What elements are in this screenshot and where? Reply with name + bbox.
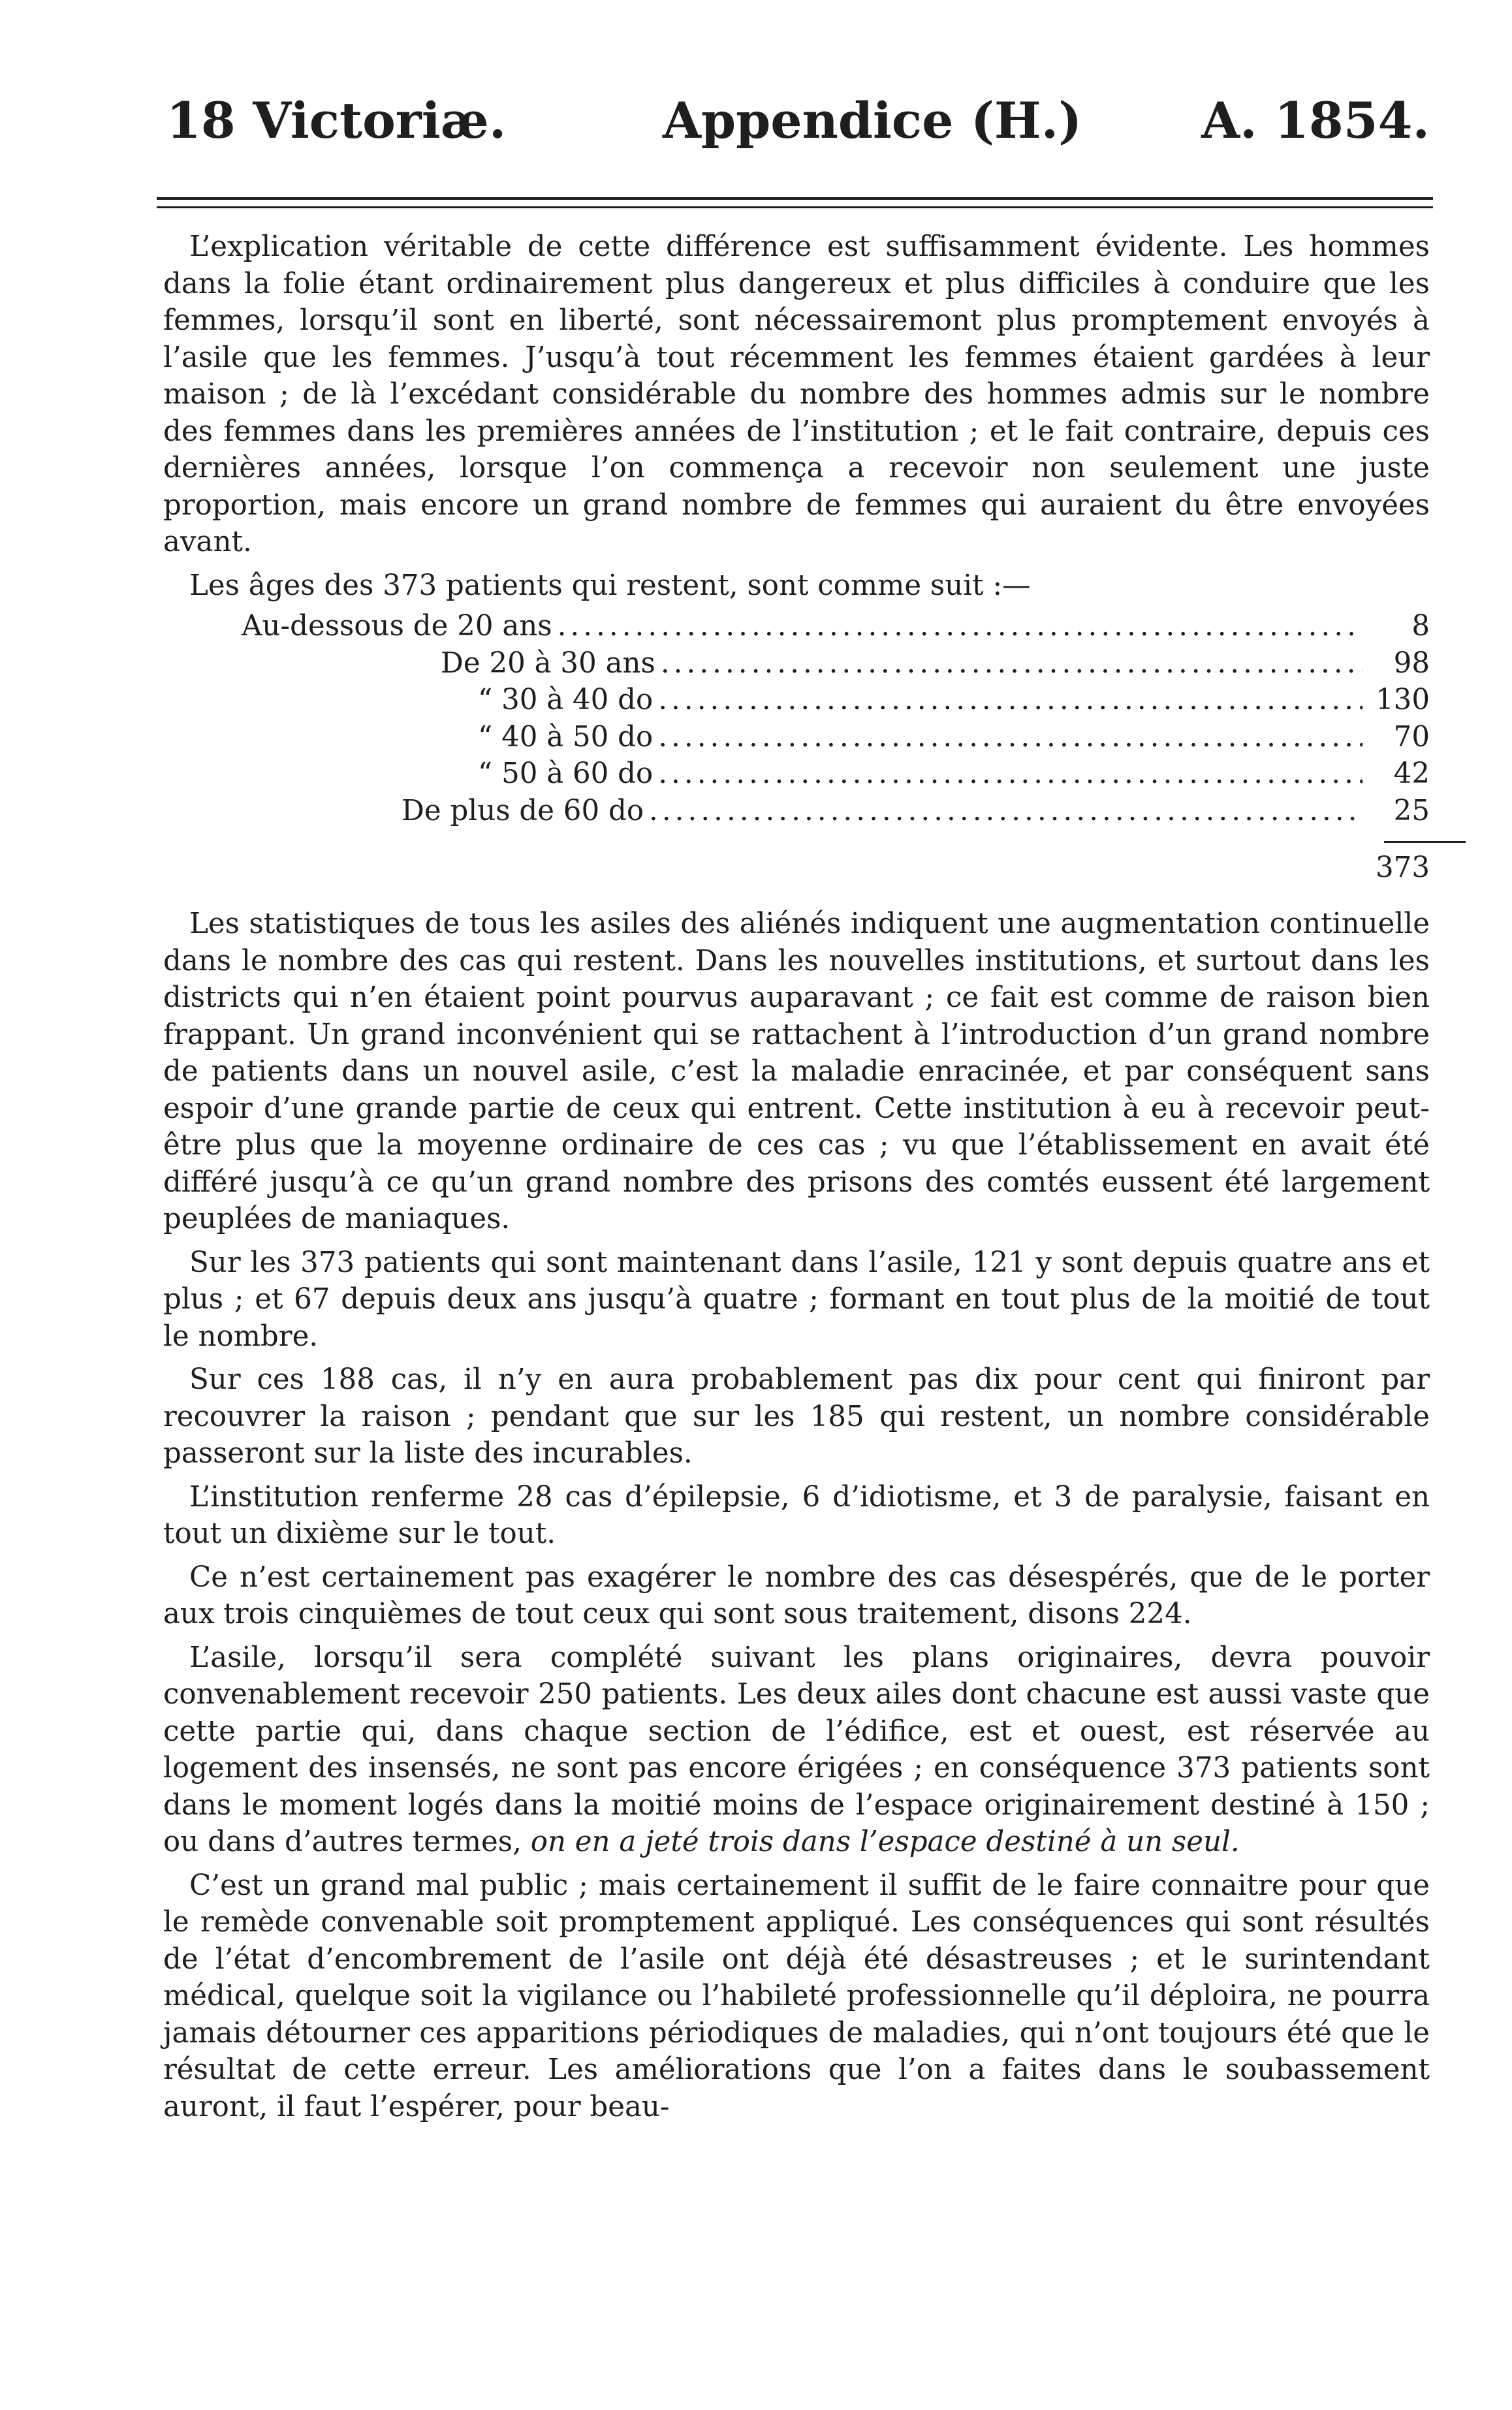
leader-dots xyxy=(658,682,1362,719)
page-header xyxy=(166,91,1430,163)
paragraph-difference: L’explication véritable de cette différence est suffisamment évidente. Les hommes dans la folie étant ordinairement plus dangereux et plus difficiles à conduire que les femmes, lorsqu’il sont en liberté, sont nécessairemont plus promptement envoyés à l’asile que les femmes. J’usqu’à tout récemment les femmes étaient gardées à leur maison ; de là l’excédant considérable du nombre des hommes admis sur le nombre des femmes dans les premières années de l’institution ; et le fait contraire, depuis ces dernières années, lorsque l’on commença a recevoir non seulement une juste proportion, mais encore un grand nombre de femmes qui auraient du être envoyées avant. xyxy=(163,230,1430,558)
paragraph-recovery: Sur ces 188 cas, il n’y en aura probablement pas dix pour cent qui finiront par recouvrer la raison ; pendant que sur les 185 qui restent, un nombre considérable passeront sur la liste des incurables. xyxy=(163,1363,1430,1470)
age-label: De 20 à 30 ans xyxy=(441,646,655,680)
age-label: “ 40 à 50 do xyxy=(478,720,654,753)
age-row xyxy=(163,719,1430,756)
age-label: Au-dessous de 20 ans xyxy=(242,610,552,642)
ages-intro: Les âges des 373 patients qui restent, sont comme suit :— xyxy=(189,569,1031,602)
age-count: 25 xyxy=(1393,794,1430,827)
age-label: “ 30 à 40 do xyxy=(478,684,654,716)
age-count: 98 xyxy=(1393,646,1430,680)
ages-total: 373 xyxy=(1375,851,1430,884)
spacer xyxy=(163,889,1430,906)
age-row xyxy=(163,755,1430,793)
header-rule-top xyxy=(157,197,1433,200)
paragraph-hopeless: Ce n’est certainement pas exagérer le nombre des cas désespérés, que de le porter aux trois cinquièmes de tout ceux qui sont sous traitement, disons 224. xyxy=(163,1561,1430,1630)
body-text xyxy=(163,229,1430,2132)
asylum-capacity-text: L’asile, lorsqu’il sera complété suivant les plans originaires, devra pouvoir convenablement recevoir 250 patients. Les deux ailes dont chacune est aussi vaste que cette partie qui, dans chaque section de l’édifice, est et ouest, est réservée au logement des insensés, ne sont pas encore érigées ; en conséquence 373 patients sont dans le moment logés dans la moitié moins de l’espace originairement destiné à 150 ; ou dans d’autres termes, xyxy=(163,1641,1430,1858)
header-appendix: Appendice (H.) xyxy=(663,91,1082,150)
age-count: 70 xyxy=(1393,720,1430,753)
leader-dots xyxy=(661,645,1362,682)
header-rule-bottom xyxy=(157,206,1433,208)
age-count: 130 xyxy=(1375,684,1430,716)
age-label: De plus de 60 do xyxy=(402,794,644,827)
leader-dots xyxy=(558,608,1362,645)
paragraph-epilepsy: L’institution renferme 28 cas d’épilepsie, 6 d’idiotisme, et 3 de paralysie, faisant en tout un dixième sur le tout. xyxy=(163,1480,1430,1550)
paragraph-duration: Sur les 373 patients qui sont maintenant dans l’asile, 121 y sont depuis quatre ans et plus ; et 67 depuis deux ans jusqu’à quatre ; formant en tout plus de la moitié de tout le nombre. xyxy=(163,1246,1430,1353)
asylum-capacity-italic: on en a jeté trois dans l’espace destiné à un seul. xyxy=(530,1826,1240,1858)
age-count: 42 xyxy=(1393,757,1430,790)
age-row xyxy=(163,793,1430,830)
leader-dots xyxy=(658,719,1362,756)
paragraph-asylum-capacity xyxy=(163,1640,1430,1861)
paragraph-public-evil: C’est un grand mal public ; mais certainement il suffit de le faire connaitre pour que le remède convenable soit promptement appliqué. Les conséquences qui sont résultés de l’état d’encombrement de l’asile ont déjà été désastreuses ; et le surintendant médical, quelque soit la vigilance ou l’habileté professionnelle qu’il déploira, ne pourra jamais détourner ces apparitions périodiques de maladies, qui n’ont toujours été que le résultat de cette erreur. Les améliorations que l’on a faites dans le soubassement auront, il faut l’espérer, pour beau- xyxy=(163,1869,1430,2123)
total-rule xyxy=(1384,841,1466,843)
paragraph-statistics: Les statistiques de tous les asiles des aliénés indiquent une augmentation continuelle dans le nombre des cas qui restent. Dans les nouvelles institutions, et surtout dans les districts qui n’en étaient point pourvus auparavant ; ce fait est comme de raison bien frappant. Un grand inconvénient qui se rattachent à l’introduction d’un grand nombre de patients dans un nouvel asile, c’est la maladie enracinée, et par conséquent sans espoir d’une grande partie de ceux qui entrent. Cette institution à eu à recevoir peut-être plus que la moyenne ordinaire de ces cas ; vu que l’établissement en avait été différé jusqu’à ce qu’un grand nombre des prisons des comtés eussent été largement peuplées de maniaques. xyxy=(163,908,1430,1235)
header-session: 18 Victoriæ. xyxy=(166,91,507,150)
header-year: A. 1854. xyxy=(1201,91,1430,150)
age-row xyxy=(163,645,1430,682)
leader-dots xyxy=(658,755,1362,793)
age-label: “ 50 à 60 do xyxy=(478,757,654,790)
age-row xyxy=(163,608,1430,645)
ages-table xyxy=(163,608,1430,889)
age-count: 8 xyxy=(1411,610,1430,642)
leader-dots xyxy=(649,793,1362,830)
age-row xyxy=(163,682,1430,719)
